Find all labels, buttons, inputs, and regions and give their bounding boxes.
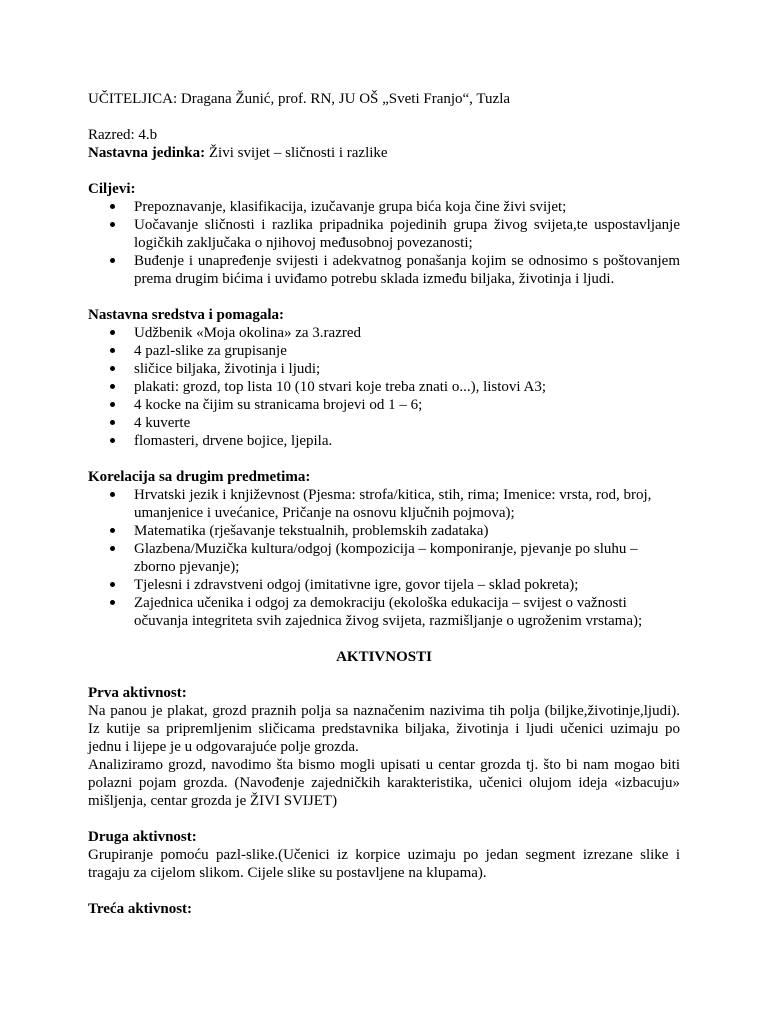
grade-line: Razred: 4.b bbox=[88, 127, 158, 143]
treca-aktivnost-title: Treća aktivnost: bbox=[88, 901, 193, 917]
sredstva-title: Nastavna sredstva i pomagala: bbox=[88, 307, 284, 323]
list-item: Buđenje i unapređenje svijesti i adekvatnog ponašanja kojim se odnosimo s poštovanjem prema drugim bićima i uviđamo potrebu sklada između biljaka, životinja i ljudi. bbox=[88, 252, 680, 288]
ciljevi-list bbox=[88, 198, 680, 288]
list-item: 4 pazl-slike za grupisanje bbox=[88, 342, 680, 360]
list-item: Matematika (rješavanje tekstualnih, problemskih zadataka) bbox=[88, 522, 680, 540]
druga-aktivnost-title: Druga aktivnost: bbox=[88, 829, 197, 845]
unit-value: Živi svijet – sličnosti i razlike bbox=[205, 145, 388, 161]
unit-line bbox=[88, 144, 680, 162]
ciljevi-title: Ciljevi: bbox=[88, 181, 136, 197]
prva-aktivnost-title: Prva aktivnost: bbox=[88, 685, 187, 701]
list-item: Hrvatski jezik i književnost (Pjesma: strofa/kitica, stih, rima; Imenice: vrsta, rod, broj, umanjenice i uvećanice, Pričanje na osnovu ključnih pojmova); bbox=[88, 486, 680, 522]
list-item: flomasteri, drvene bojice, ljepila. bbox=[88, 432, 680, 450]
list-item: sličice biljaka, životinja i ljudi; bbox=[88, 360, 680, 378]
list-item: Prepoznavanje, klasifikacija, izučavanje grupa bića koja čine živi svijet; bbox=[88, 198, 680, 216]
prva-aktivnost-paragraph: Na panou je plakat, grozd praznih polja sa naznačenim nazivima tih polja (biljke,životinje,ljudi). Iz kutije sa pripremljenim sličicama predstavnika biljaka, životinja i ljudi učenici uzimaju po jednu i lijepe je u odgovarajuće polje grozda. bbox=[88, 703, 680, 755]
aktivnosti-title: AKTIVNOSTI bbox=[336, 649, 432, 665]
document-page bbox=[88, 90, 680, 918]
list-item: Zajednica učenika i odgoj za demokraciju (ekološka edukacija – svijest o važnosti očuvanja integriteta svih zajednica živog svijeta, razmišljanje o ugroženim vrstama); bbox=[88, 594, 680, 630]
list-item: Uočavanje sličnosti i razlika pripadnika pojedinih grupa živog svijeta,te uspostavljanje logičkih zaključaka o njihovoj međusobnoj povezanosti; bbox=[88, 216, 680, 252]
korelacija-title: Korelacija sa drugim predmetima: bbox=[88, 469, 311, 485]
unit-label: Nastavna jedinka: bbox=[88, 145, 206, 161]
teacher-line: UČITELJICA: Dragana Žunić, prof. RN, JU OŠ „Sveti Franjo“, Tuzla bbox=[88, 91, 511, 107]
prva-aktivnost-paragraph: Analiziramo grozd, navodimo šta bismo mogli upisati u centar grozda tj. što bi nam mogao biti polazni pojam grozda. (Navođenje zajedničkih karakteristika, učenici olujom ideja «izbacuju» mišljenja, centar grozda je ŽIVI SVIJET) bbox=[88, 757, 680, 809]
korelacija-list bbox=[88, 486, 680, 630]
list-item: Udžbenik «Moja okolina» za 3.razred bbox=[88, 324, 680, 342]
list-item: plakati: grozd, top lista 10 (10 stvari koje treba znati o...), listovi A3; bbox=[88, 378, 680, 396]
druga-aktivnost-paragraph: Grupiranje pomoću pazl-slike.(Učenici iz korpice uzimaju po jedan segment izrezane slike i tragaju za cijelom slikom. Cijele slike su postavljene na klupama). bbox=[88, 847, 680, 881]
list-item: Glazbena/Muzička kultura/odgoj (kompozicija – komponiranje, pjevanje po sluhu – zborno pjevanje); bbox=[88, 540, 680, 576]
sredstva-list bbox=[88, 324, 680, 450]
list-item: 4 kuverte bbox=[88, 414, 680, 432]
list-item: 4 kocke na čijim su stranicama brojevi od 1 – 6; bbox=[88, 396, 680, 414]
list-item: Tjelesni i zdravstveni odgoj (imitativne igre, govor tijela – sklad pokreta); bbox=[88, 576, 680, 594]
